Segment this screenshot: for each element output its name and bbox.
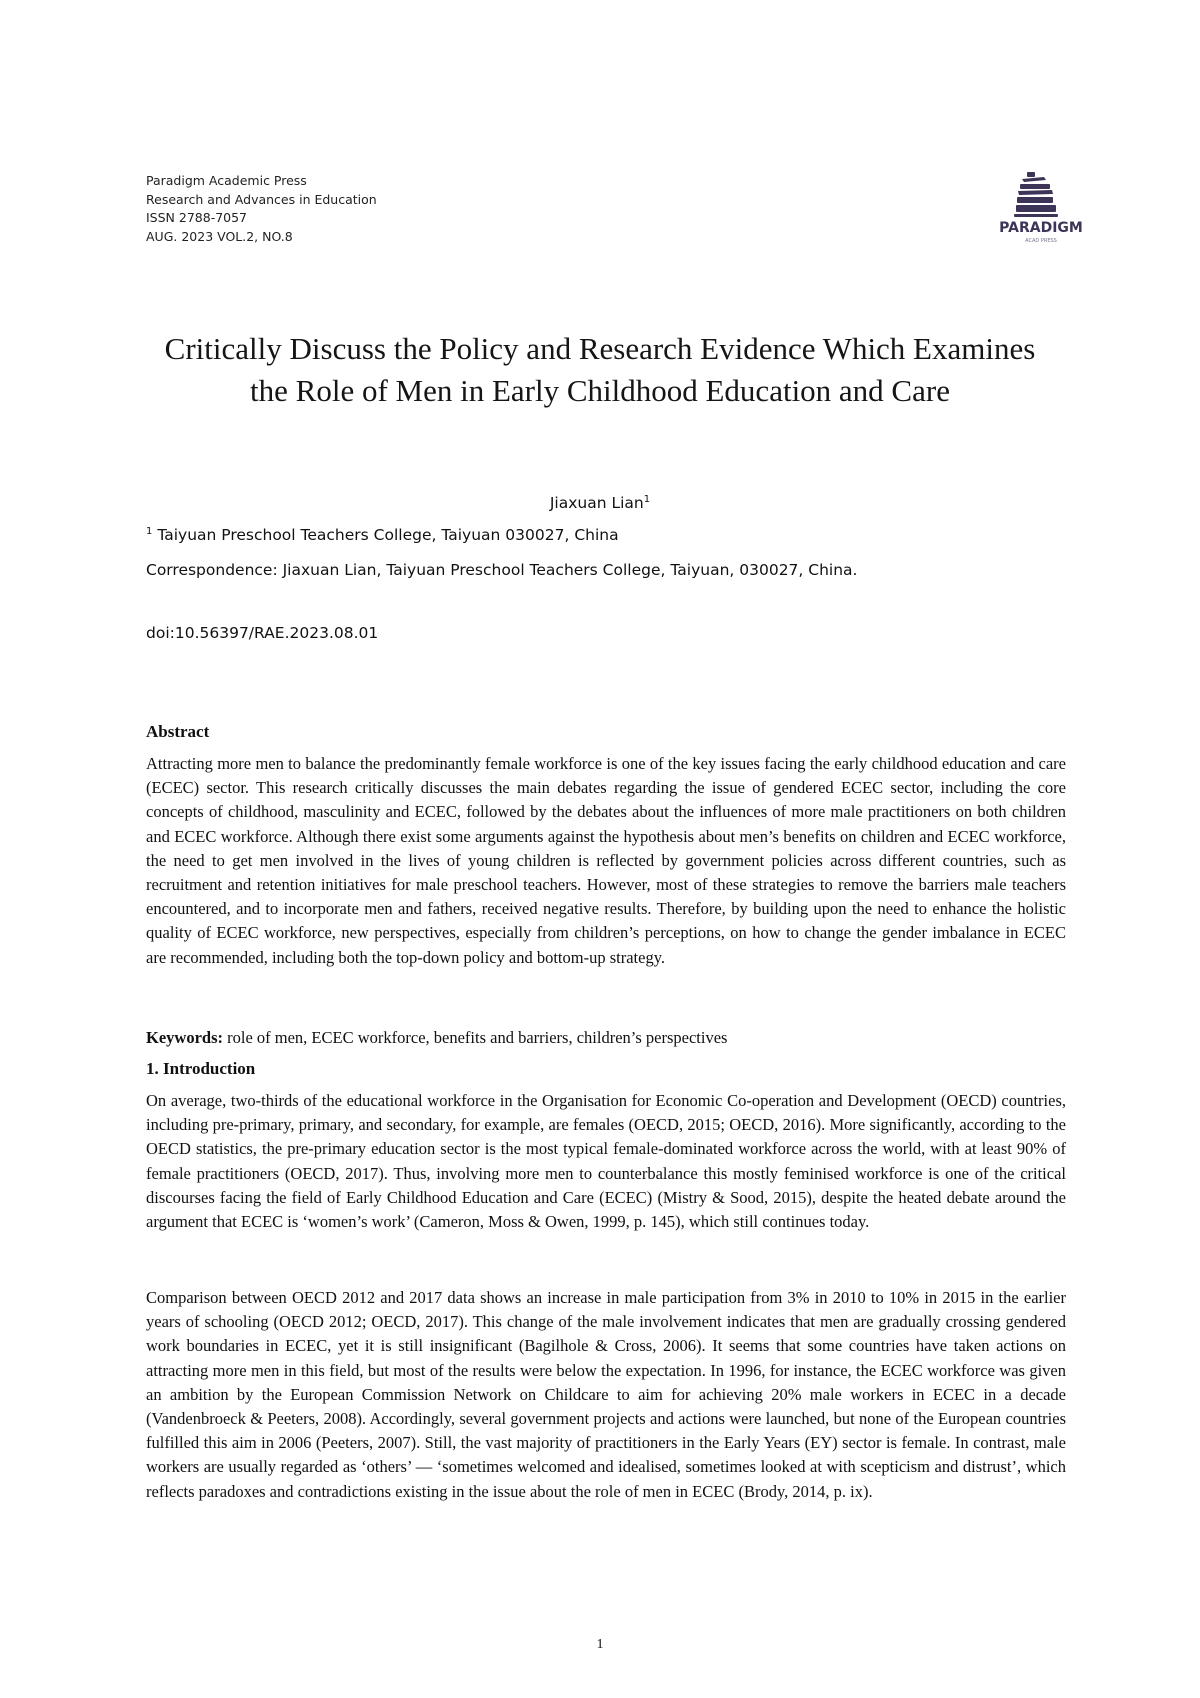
page-number: 1 — [596, 1637, 604, 1652]
journal-name: Research and Advances in Education — [146, 191, 377, 207]
keywords-label: Keywords: — [146, 1028, 223, 1047]
keywords-text: role of men, ECEC workforce, benefits and barriers, children’s perspectives — [227, 1028, 728, 1047]
title-line-2: the Role of Men in Early Childhood Education and Care — [250, 373, 950, 408]
affiliation — [146, 526, 619, 544]
keywords — [146, 1028, 1066, 1048]
affiliation-superscript: 1 — [146, 525, 153, 537]
author — [0, 494, 1200, 512]
publisher-name: Paradigm Academic Press — [146, 173, 307, 188]
intro-paragraph-2: Comparison between OECD 2012 and 2017 data shows an increase in male participation from 3% in 2010 to 10% in 2015 in the earlier years of schooling (OECD 2012; OECD, 2017). This change of the male involvement indicates that men are gradually crossing gendered work boundaries in ECEC, yet it is still insignificant (Bagilhole & Cross, 2006). It seems that some countries have taken actions on attracting more men in this field, but most of the results were below the expectation. In 1996, for instance, the ECEC workforce was given an ambition by the European Commission Network on Childcare to aim for achieving 20% male workers in ECEC in a decade (Vandenbroeck & Peeters, 2008). Accordingly, several government projects and actions were launched, but none of the European countries fulfilled this aim in 2006 (Peeters, 2007). Still, the vast majority of practitioners in the Early Years (EY) sector is female. In contrast, male workers are usually regarded as ‘others’ — ‘sometimes welcomed and idealised, sometimes looked at with scepticism and distrust’, which reflects paradoxes and contradictions existing in the issue about the role of men in ECEC (Brody, 2014, p. ix). — [146, 1288, 1066, 1501]
author-name: Jiaxuan Lian — [549, 494, 644, 512]
author-superscript: 1 — [643, 493, 651, 505]
journal-header — [146, 172, 377, 246]
abstract-text: Attracting more men to balance the predominantly female workforce is one of the key issues facing the early childhood education and care (ECEC) sector. This research critically discusses the main debates regarding the issue of gendered ECEC sector, including the core concepts of childhood, masculinity and ECEC, followed by the debates about the influences of more male practitioners on both children and ECEC workforce. Although there exist some arguments against the hypothesis about men’s benefits on children and ECEC workforce, the need to get men involved in the lives of young children is reflected by government policies across different countries, such as recruitment and retention initiatives for male preschool teachers. However, most of these strategies to remove the barriers male teachers encountered, and to incorporate men and fathers, received negative results. Therefore, by building upon the need to enhance the holistic quality of ECEC workforce, new perspectives, especially from children’s perceptions, on how to change the gender imbalance in ECEC are recommended, including both the top-down policy and bottom-up strategy. — [146, 754, 1066, 967]
intro-paragraph-1: On average, two-thirds of the educational workforce in the Organisation for Economic Co-operation and Development (OECD) countries, including pre-primary, primary, and secondary, for example, are females (OECD, 2015; OECD, 2016). More significantly, according to the OECD statistics, the pre-primary education sector is the most typical female-dominated workforce across the world, with at least 90% of female practitioners (OECD, 2017). Thus, involving more men to counterbalance this mostly feminised workforce is one of the critical discourses facing the field of Early Childhood Education and Care (ECEC) (Mistry & Sood, 2015), despite the heated debate around the argument that ECEC is ‘women’s work’ (Cameron, Moss & Owen, 1999, p. 145), which still continues today. — [146, 1091, 1066, 1232]
paradigm-logo — [996, 170, 1086, 248]
title-line-1: Critically Discuss the Policy and Research Evidence Which Examines — [164, 331, 1036, 366]
affiliation-text: Taiyuan Preschool Teachers College, Taiyuan 030027, China — [157, 526, 619, 544]
logo-text: PARADIGM — [999, 220, 1083, 236]
abstract-heading: Abstract — [146, 722, 210, 741]
logo-subtext: ACAD PRESS — [1025, 238, 1057, 244]
introduction-heading: 1. Introduction — [146, 1059, 256, 1078]
doi: doi:10.56397/RAE.2023.08.01 — [146, 624, 379, 642]
paper-title — [100, 328, 1100, 412]
issn: ISSN 2788-7057 — [146, 210, 248, 225]
correspondence: Correspondence: Jiaxuan Lian, Taiyuan Preschool Teachers College, Taiyuan, 030027, China. — [146, 561, 858, 579]
issue-info: AUG. 2023 VOL.2, NO.8 — [146, 228, 293, 244]
